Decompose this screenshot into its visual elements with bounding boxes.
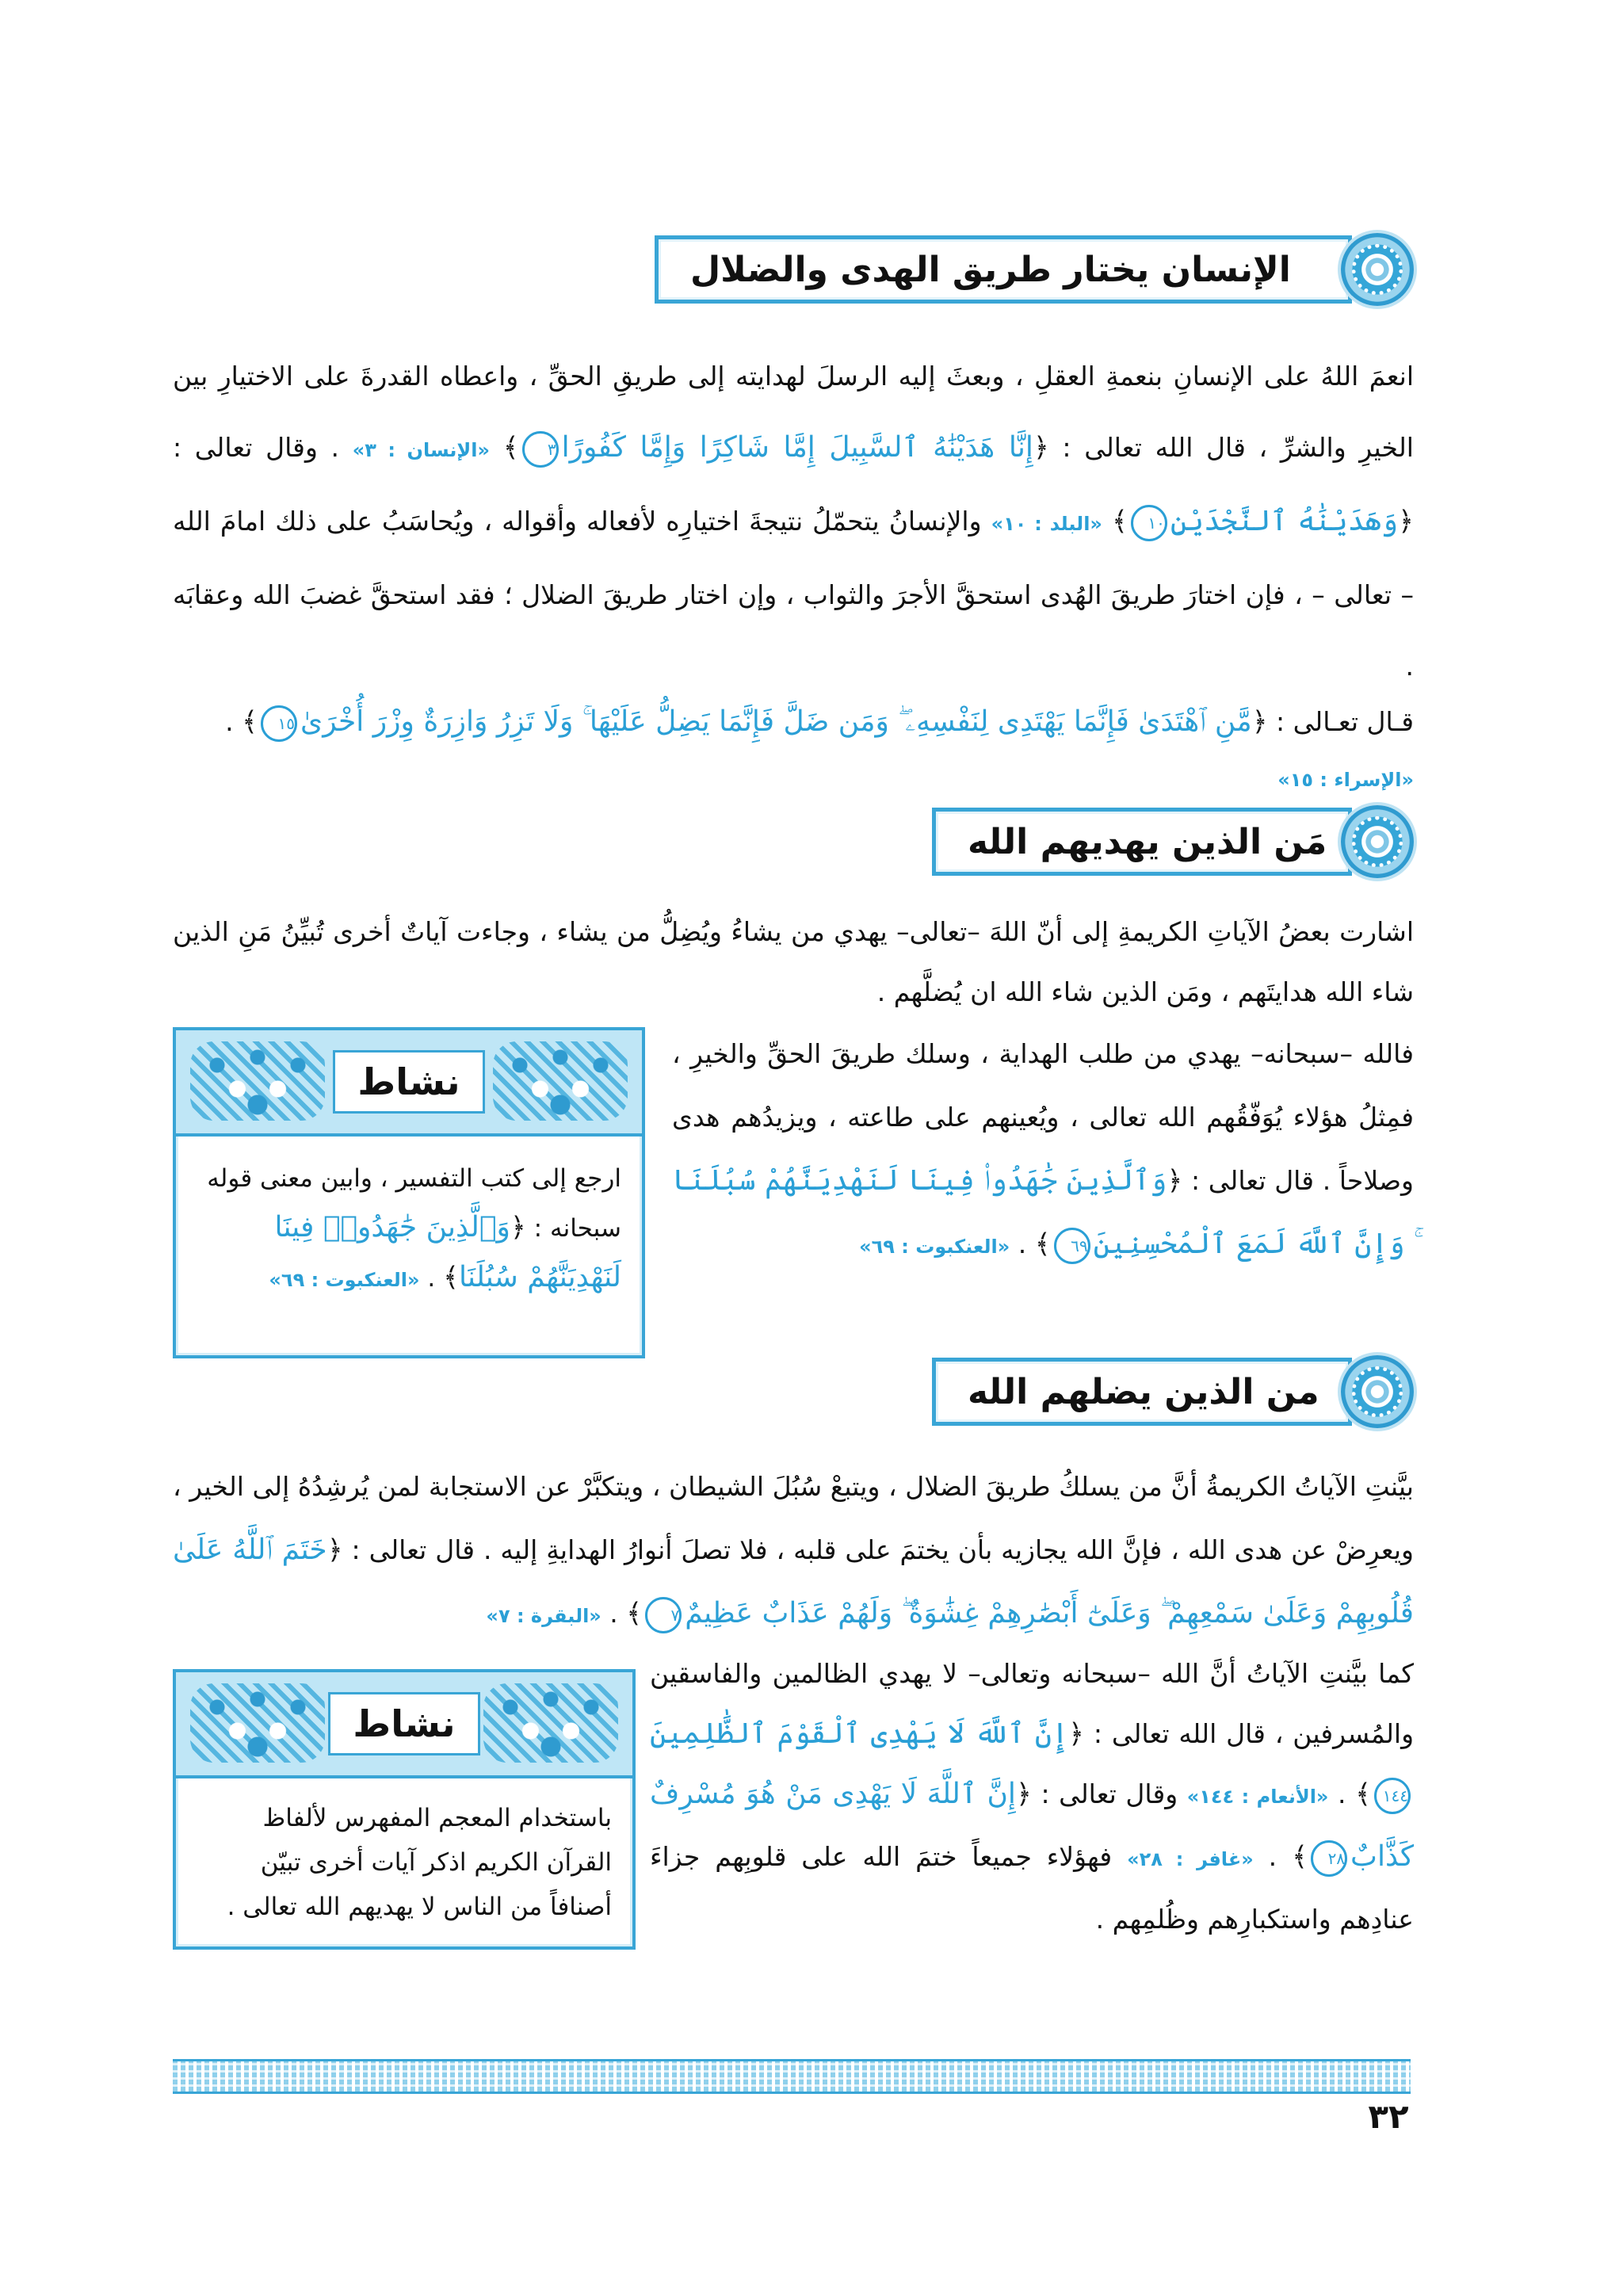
quran-verse: وَهَدَيْنَٰهُ ٱلنَّجْدَيْنِ (1170, 505, 1399, 537)
quran-verse: إِنَّ ٱللَّهَ لَا يَهْدِى مَنْ هُوَ مُسْرِفٌ كَذَّابٌ (650, 1778, 1414, 1873)
section-1-paragraph (173, 341, 1414, 702)
activity-header (176, 1672, 632, 1778)
bracket-close: ﴾ (1111, 506, 1128, 537)
section-header-2 (932, 800, 1414, 883)
verse-reference: «العنكبوت : ٦٩» (859, 1236, 1010, 1258)
activity-text: باستخدام المعجم المفهرس لألفاظ القرآن الكريم اذكر آيات أخرى تبيّن أصنافاً من الناس لا يهديهم الله تعالى . (227, 1804, 612, 1921)
section-3-paragraph-1: بيَّنتِ الآياتُ الكريمةُ أنَّ من يسلكُ طريقَ الضلال ، ويتبعْ سُبُلَ الشيطان ، ويتكبَّرْ عن الاستجابة لمن يُرشِدُهُ إلى الخير ، ويعرِضْ عن هدى الله ، فإنَّ الله يجازيه بأن يختمَ على قلبه ، فلا تصلَ أنوارُ الهدايةِ إليه . قال تعالى : ﴿خَتَمَ ٱللَّهُ عَلَىٰ قُلُوبِهِمْ وَعَلَىٰ سَمْعِهِمْ ۖ وَعَلَىٰٓ أَبْصَٰرِهِمْ غِشَٰوَةٌ ۖ وَلَهُمْ عَذَابٌ عَظِيمٌ٧﴾ . «البقرة : ٧» (173, 1455, 1414, 1648)
ayah-number: ١٠ (1131, 505, 1167, 541)
section-header-1 (655, 228, 1414, 311)
section-2-paragraph-2: فالله –سبحانه– يهدي من طلب الهداية ، وسلك طريقَ الحقِّ والخيرِ ، فمِثلُ هؤلاء يُوَفّقُهم الله تعالى ، ويُعينهم على طاعته ، ويزيدُهم هدى وصلاحاً . قال تعالى : ﴿وَٱلَّذِينَ جَٰهَدُوا۟ فِينَا لَنَهْدِيَنَّهُمْ سُبُلَنَا ۚ وَإِنَّ ٱللَّهَ لَمَعَ ٱلْمُحْسِنِينَ٦٩﴾ . «العنكبوت : ٦٩» (672, 1022, 1414, 1278)
quran-verse: وَٱلَّذِينَ جَٰهَدُوا۟ فِينَا لَنَهْدِيَنَّهُمْ سُبُلَنَا (274, 1211, 621, 1293)
rosette-icon (1341, 805, 1414, 878)
bracket-open: ﴿ (1068, 1718, 1085, 1750)
bracket-close: ﴾ (1292, 1841, 1308, 1873)
bracket-close: ﴾ (1355, 1778, 1371, 1810)
paragraph-text: بيَّنتِ الآياتُ الكريمةُ أنَّ من يسلكُ طريقَ الضلال ، ويتبعْ سُبُلَ الشيطان ، ويتكبَّرْ عن الاستجابة لمن يُرشِدُهُ إلى الخير ، ويعرِضْ عن هدى الله ، فإنَّ الله يجازيه بأن يختمَ على قلبه ، فلا تصلَ أنوارُ الهدايةِ إليه . قال تعالى : (173, 1471, 1414, 1565)
paragraph-text: قـال تعـالى : (1276, 706, 1414, 737)
ayah-number: ٧ (645, 1597, 682, 1633)
bracket-close: ﴾ (1034, 1228, 1051, 1260)
verse-reference: «غافر : ٢٨» (1127, 1848, 1254, 1870)
activity-box-2 (173, 1669, 636, 1950)
bracket-open: ﴿ (1167, 1165, 1183, 1197)
section-3-paragraph-2: كما بيَّنتِ الآياتُ أنَّ الله –سبحانه وتعالى– لا يهدي الظالمين والفاسقين والمُسرفين ، قال الله تعالى : ﴿إِنَّ ٱللَّهَ لَا يَهْدِى ٱلْقَوْمَ ٱلظَّٰلِمِينَ١٤٤﴾ . «الأنعام : ١٤٤» وقال تعالى : ﴿إِنَّ ٱللَّهَ لَا يَهْدِى مَنْ هُوَ مُسْرِفٌ كَذَّابٌ٢٨﴾ . «غافر : ٢٨» فهؤلاء جميعاً ختمَ الله على قلوبِهم جزاءَ عنادِهم واستكبارِهم وظُلمِهم . (650, 1658, 1415, 1935)
paragraph-text: فالله –سبحانه– يهدي من طلب الهداية ، وسلك طريقَ الحقِّ والخيرِ ، فمِثلُ هؤلاء يُوَفّقُهم الله تعالى ، ويُعينهم على طاعته ، ويزيدُهم هدى وصلاحاً . قال تعالى : (672, 1038, 1414, 1196)
section-title: مَن الذين يهديهم الله (968, 821, 1327, 862)
activity-label: نشاط (328, 1692, 479, 1755)
quran-verse: خَتَمَ ٱللَّهُ عَلَىٰ قُلُوبِهِمْ وَعَلَىٰ سَمْعِهِمْ ۖ وَعَلَىٰٓ أَبْصَٰرِهِمْ غِشَٰوَةٌ ۖ وَلَهُمْ عَذَابٌ عَظِيمٌ (173, 1534, 1414, 1629)
activity-text: ارجع إلى كتب التفسير ، وابين معنى قوله سبحانه : (207, 1164, 621, 1243)
ayah-number: ٦٩ (1054, 1228, 1090, 1264)
footer-ornament-bar (173, 2059, 1411, 2094)
bracket-close: ﴾ (502, 432, 519, 464)
bracket-close: ﴾ (443, 1262, 460, 1293)
bracket-open: ﴿ (1398, 506, 1414, 537)
quran-verse: مَّنِ ٱهْتَدَىٰ فَإِنَّمَا يَهْتَدِى لِنَفْسِهِۦ ۖ وَمَن ضَلَّ فَإِنَّمَا يَضِلُّ عَلَيْهَا ۚ وَلَا تَزِرُ وَازِرَةٌ وِزْرَ أُخْرَىٰ (300, 705, 1252, 738)
bracket-open: ﴿ (1251, 706, 1268, 738)
paragraph-text: وقال تعالى : (1041, 1778, 1178, 1809)
quran-verse: إِنَّ ٱللَّهَ لَا يَهْدِى ٱلْقَوْمَ ٱلظَّٰلِمِينَ (650, 1717, 1069, 1750)
activity-header (176, 1030, 642, 1137)
section-title: الإنسان يختار طريق الهدى والضلال (690, 249, 1291, 290)
paragraph-text: فهؤلاء جميعاً ختمَ الله على قلوبِهم جزاءَ عنادِهم واستكبارِهم وظُلمِهم . (650, 1841, 1414, 1935)
activity-label: نشاط (333, 1050, 484, 1114)
paragraph-text: اشارت بعضُ الآياتِ الكريمةِ إلى أنّ اللهَ –تعالى– يهدي من يشاءُ ويُضِلُّ من يشاء ، وجاءت آياتٌ أخرى تُبيِّنُ مَنِ الذين شاء الله هدايتَهم ، ومَن الذين شاء الله ان يُضلَّهم . (173, 916, 1414, 1007)
section-header-3 (932, 1350, 1414, 1433)
rosette-icon (1341, 233, 1414, 306)
paragraph-text: . وقال تعالى : (173, 432, 340, 463)
section-1-verse-line: قـال تعـالى : ﴿مَّنِ ٱهْتَدَىٰ فَإِنَّمَا يَهْتَدِى لِنَفْسِهِۦ ۖ وَمَن ضَلَّ فَإِنَّمَا يَضِلُّ عَلَيْهَا ۚ وَلَا تَزِرُ وَازِرَةٌ وِزْرَ أُخْرَىٰ١٥﴾ . «الإسراء : ١٥» (173, 694, 1414, 808)
verse-reference: «البلد : ١٠» (991, 513, 1102, 535)
verse-reference: «العنكبوت : ٦٩» (269, 1269, 420, 1291)
page-number: ٣٢ (1368, 2097, 1409, 2136)
rosette-icon (1341, 1355, 1414, 1428)
ornament-icon (190, 1683, 325, 1763)
verse-reference: «الإنسان : ٣» (352, 439, 491, 461)
bracket-open: ﴿ (1033, 432, 1049, 464)
ayah-number: ١٤٤ (1374, 1778, 1411, 1814)
quran-verse: وَٱلَّذِينَ جَٰهَدُوا۟ فِينَا لَنَهْدِيَنَّهُمْ سُبُلَنَا ۚ وَإِنَّ ٱللَّهَ لَمَعَ ٱلْمُحْسِنِينَ (672, 1164, 1414, 1260)
section-title-box (932, 808, 1352, 876)
ornament-icon (190, 1041, 325, 1121)
section-title-box (655, 235, 1352, 304)
activity-body: ارجع إلى كتب التفسير ، وابين معنى قوله سبحانه : ﴿وَٱلَّذِينَ جَٰهَدُوا۟ فِينَا لَنَهْدِيَنَّهُمْ سُبُلَنَا﴾ . «العنكبوت : ٦٩» (207, 1164, 621, 1293)
section-title: من الذين يضلهم الله (968, 1371, 1319, 1412)
paragraph-text: كما بيَّنتِ الآياتُ أنَّ الله –سبحانه وتعالى– لا يهدي الظالمين والفاسقين والمُسرفين ، قال الله تعالى : (650, 1658, 1415, 1749)
ayah-number: ٢٨ (1311, 1840, 1347, 1877)
bracket-open: ﴿ (1015, 1778, 1032, 1810)
verse-reference: «الإسراء : ١٥» (1277, 769, 1414, 791)
activity-body (176, 1778, 632, 1937)
quran-verse: إِنَّا هَدَيْنَٰهُ ٱلسَّبِيلَ إِمَّا شَاكِرًا وَإِمَّا كَفُورًا (561, 431, 1033, 464)
ornament-icon (483, 1683, 618, 1763)
bracket-open: ﴿ (510, 1212, 526, 1244)
ayah-number: ١٥ (261, 705, 297, 742)
bracket-open: ﴿ (327, 1534, 343, 1566)
activity-box-1 (173, 1027, 645, 1358)
ayah-number: ٣ (522, 431, 559, 468)
bracket-close: ﴾ (242, 706, 258, 738)
section-title-box (932, 1358, 1352, 1426)
verse-reference: «البقرة : ٧» (486, 1605, 601, 1627)
paragraph-text: انعمَ اللهُ على الإنسانِ بنعمةِ العقلِ ، وبعثَ إليه الرسلَ لهدايته إلى طريقِ الحقِّ ، واعطاه القدرةَ على الاختيارِ بين الخيرِ والشرِّ ، قال الله تعالى : (173, 361, 1414, 463)
section-2-paragraph-1 (173, 902, 1414, 1022)
paragraph-text: والإنسانُ يتحمّلُ نتيجةَ اختيارِه لأفعاله وأقواله ، ويُحاسَبُ على ذلك امامَ الله – تعالى – ، فإن اختارَ طريقَ الهُدى استحقَّ الأجرَ والثواب ، وإن اختار طريقَ الضلال ؛ فقد استحقَّ غضبَ الله وعقابَه . (173, 506, 1414, 682)
ornament-icon (493, 1041, 628, 1121)
bracket-close: ﴾ (626, 1598, 643, 1629)
verse-reference: «الأنعام : ١٤٤» (1186, 1786, 1329, 1808)
